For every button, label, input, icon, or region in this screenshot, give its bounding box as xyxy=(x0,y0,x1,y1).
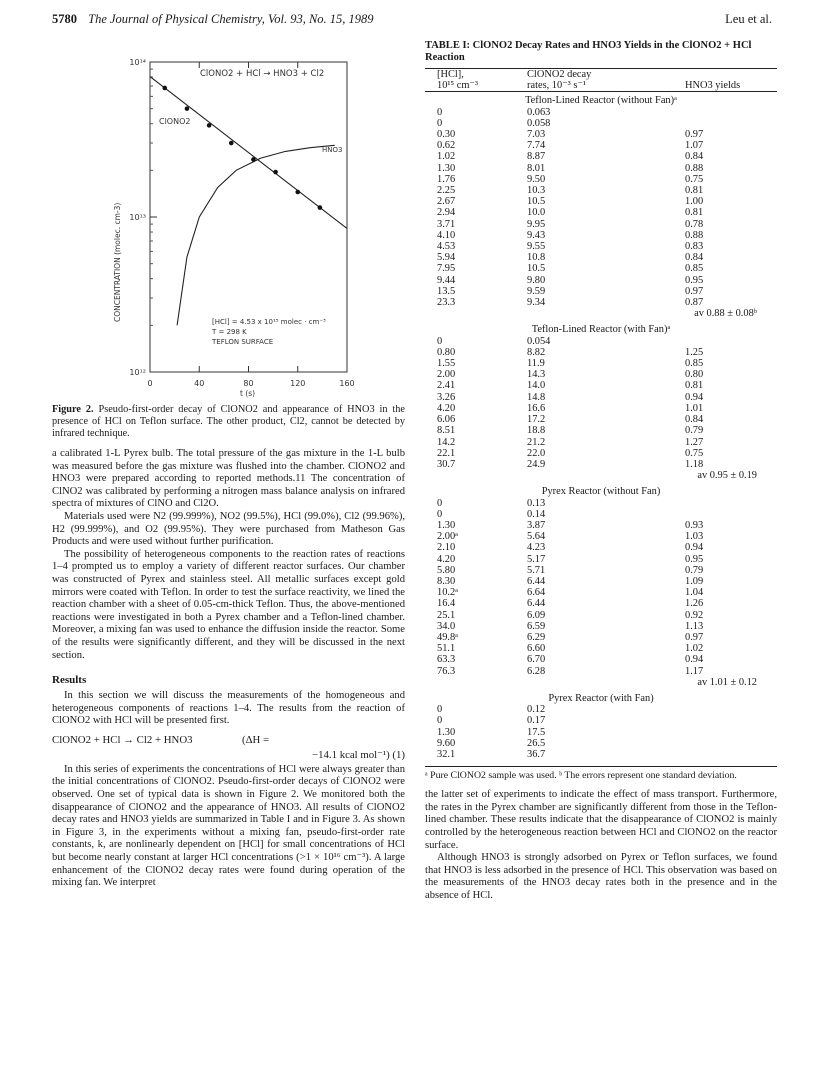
hno3-curve xyxy=(177,145,335,325)
table-cell: 24.9 xyxy=(527,458,546,470)
col-header xyxy=(675,69,777,81)
table-row xyxy=(425,163,777,174)
author-running-head: Leu et al. xyxy=(725,12,772,26)
table-row xyxy=(425,297,777,308)
table-cell: 9.59 xyxy=(527,285,546,297)
table-cell: 0.92 xyxy=(685,609,704,621)
table-cell: 4.23 xyxy=(527,542,546,554)
table-cell: 9.43 xyxy=(527,229,546,241)
figure-2-chart xyxy=(52,40,372,402)
table-row xyxy=(425,666,777,677)
table-cell: 14.8 xyxy=(527,391,546,403)
table-row xyxy=(425,140,777,151)
table-row xyxy=(425,565,777,576)
table-cell: 0.84 xyxy=(685,151,704,163)
col-header: ClONO2 decay xyxy=(507,69,675,81)
equation-dh: (ΔH = xyxy=(242,733,270,746)
table-row xyxy=(425,219,777,230)
table-cell: 0.80 xyxy=(685,369,704,381)
equation-1 xyxy=(52,734,405,762)
equation-lhs: ClONO2 + HCl → Cl2 + HNO3 xyxy=(52,733,193,746)
table-cell: 9.50 xyxy=(527,173,546,185)
table-row xyxy=(425,252,777,263)
table-cell: 5.71 xyxy=(527,564,546,576)
table-cell: 6.64 xyxy=(527,587,546,599)
clono2-data-point xyxy=(207,123,212,128)
table-cell xyxy=(675,509,777,520)
table-row xyxy=(425,263,777,274)
table-cell: 0 xyxy=(437,335,443,347)
table-row xyxy=(425,347,777,358)
table-cell: 8.01 xyxy=(527,162,546,174)
table-cell: 0.85 xyxy=(685,263,704,275)
table-cell: 0 xyxy=(437,715,443,727)
table-cell: 1.30 xyxy=(437,726,456,738)
table-cell: 10.2ᵃ xyxy=(437,587,459,599)
table-row xyxy=(425,542,777,553)
table-cell: 1.09 xyxy=(685,575,704,587)
table-row xyxy=(425,230,777,241)
table-cell: 2.10 xyxy=(437,542,456,554)
table-cell: 0.85 xyxy=(685,358,704,370)
table-cell: 0.95 xyxy=(685,553,704,565)
clono2-data-point xyxy=(185,106,190,111)
table-cell: 0.81 xyxy=(685,185,704,197)
clono2-data-point xyxy=(273,170,278,175)
hno3-label: HNO3 xyxy=(322,146,343,154)
table-cell: 1.30 xyxy=(437,162,456,174)
table-cell: 2.67 xyxy=(437,196,456,208)
table-cell: 1.13 xyxy=(685,620,704,632)
table-cell: 49.8ᵃ xyxy=(437,631,459,643)
table-cell: 1.26 xyxy=(685,598,704,610)
col-header: HNO3 yields xyxy=(675,80,777,92)
table-cell: 10.5 xyxy=(527,263,546,275)
table-cell: 14.0 xyxy=(527,380,546,392)
clono2-data-point xyxy=(251,157,256,162)
table-cell: 0.17 xyxy=(527,715,546,727)
reaction-label: ClONO2 + HCl → HNO3 + Cl2 xyxy=(200,69,325,79)
table-average: av 0.95 ± 0.19 xyxy=(697,470,757,482)
body-paragraph: Although HNO3 is strongly adsorbed on Pyrex or Teflon surfaces, we found that HNO3 is less adsorbed in the presence of HCl. This observation was based on the measurements of the HNO3 decay rates both in the presence and in the absence of HCl. xyxy=(425,852,777,901)
table-row xyxy=(425,643,777,654)
table-cell: 0.80 xyxy=(437,346,456,358)
table-row xyxy=(425,129,777,140)
table-cell: 0.058 xyxy=(527,117,551,129)
table-cell: 4.20 xyxy=(437,402,456,414)
table-cell: 22.0 xyxy=(527,447,546,459)
x-axis-label: t (s) xyxy=(240,389,256,398)
table-section-title: Pyrex Reactor (without Fan) xyxy=(541,486,661,498)
table-cell: 0.62 xyxy=(437,140,456,152)
table-cell: 10.3 xyxy=(527,185,546,197)
table-section-title: Teflon-Lined Reactor (without Fan)ᵃ xyxy=(525,95,677,107)
table-cell: 0.79 xyxy=(685,425,704,437)
table-cell: 0 xyxy=(437,704,443,716)
table-cell xyxy=(675,107,777,118)
table-cell: 0.84 xyxy=(685,252,704,264)
table-cell: 1.17 xyxy=(685,665,704,677)
clono2-data-point xyxy=(318,205,323,210)
table-cell: 0.93 xyxy=(685,519,704,531)
table-cell: 14.2 xyxy=(437,436,456,448)
table-cell: 26.5 xyxy=(527,737,546,749)
table-cell: 3.26 xyxy=(437,391,456,403)
col-header: 10¹⁵ cm⁻³ xyxy=(425,80,507,92)
page-number: 5780 xyxy=(52,12,77,26)
body-paragraph: Materials used were N2 (99.999%), NO2 (99.5%), HCl (99.0%), Cl2 (99.96%), H2 (99.999%), and O2 (99.95%). They were purchased from Matheson Gas Products and were used without further purification. xyxy=(52,510,405,548)
table-cell: 0.75 xyxy=(685,447,704,459)
table-cell: 6.44 xyxy=(527,575,546,587)
x-tick-label: 40 xyxy=(194,379,205,388)
table-cell: 0.94 xyxy=(685,542,704,554)
table-row xyxy=(425,531,777,542)
table-row xyxy=(425,715,777,726)
table-row xyxy=(425,107,777,118)
table-cell xyxy=(675,738,777,749)
table-row xyxy=(425,509,777,520)
table-cell: 0.14 xyxy=(527,508,546,520)
table-cell: 6.06 xyxy=(437,414,456,426)
table-row xyxy=(425,336,777,347)
table-row xyxy=(425,118,777,129)
table-cell: 13.5 xyxy=(437,285,456,297)
results-heading: Results xyxy=(52,674,87,687)
table-row xyxy=(425,654,777,665)
table-cell: 0.94 xyxy=(685,391,704,403)
col-header: rates, 10⁻³ s⁻¹ xyxy=(507,80,675,92)
clono2-data-point xyxy=(162,86,167,91)
table-cell: 0.30 xyxy=(437,129,456,141)
table-cell: 7.74 xyxy=(527,140,546,152)
table-average: av 1.01 ± 0.12 xyxy=(697,676,757,688)
table-cell: 0 xyxy=(437,508,443,520)
table-row xyxy=(425,704,777,715)
figure-caption-label: Figure 2. xyxy=(52,404,94,415)
table-cell: 25.1 xyxy=(437,609,456,621)
table-cell: 5.94 xyxy=(437,252,456,264)
table-cell: 9.95 xyxy=(527,218,546,230)
table-cell: 2.41 xyxy=(437,380,456,392)
table-cell: 6.29 xyxy=(527,631,546,643)
table-row xyxy=(425,576,777,587)
table-cell: 0 xyxy=(437,497,443,509)
table-average: av 0.88 ± 0.08ᵇ xyxy=(694,308,757,320)
table-cell: 6.09 xyxy=(527,609,546,621)
condition-line-3: TEFLON SURFACE xyxy=(212,338,274,346)
table-cell: 10.5 xyxy=(527,196,546,208)
table-cell: 17.2 xyxy=(527,414,546,426)
table-cell: 0.81 xyxy=(685,380,704,392)
table-cell: 1.07 xyxy=(685,140,704,152)
table-cell: 9.55 xyxy=(527,241,546,253)
table-footnote: ᵃ Pure ClONO2 sample was used. ᵇ The errors represent one standard deviation. xyxy=(425,766,777,781)
table-cell xyxy=(675,336,777,347)
table-cell: 8.82 xyxy=(527,346,546,358)
table-cell: 10.8 xyxy=(527,252,546,264)
table-cell: 9.44 xyxy=(437,274,456,286)
table-cell: 6.70 xyxy=(527,654,546,666)
table-cell: 1.55 xyxy=(437,358,456,370)
table-cell: 0.84 xyxy=(685,414,704,426)
figure-caption xyxy=(52,404,405,440)
table-cell: 21.2 xyxy=(527,436,546,448)
table-cell: 14.3 xyxy=(527,369,546,381)
table-row xyxy=(425,369,777,380)
table-cell: 0.97 xyxy=(685,129,704,141)
table-row xyxy=(425,621,777,632)
table-row xyxy=(425,414,777,425)
table-cell: 34.0 xyxy=(437,620,456,632)
table-cell: 0.78 xyxy=(685,218,704,230)
table-cell: 18.8 xyxy=(527,425,546,437)
body-paragraph: the latter set of experiments to indicate the effect of mass transport. Furthermore, the rates in the Pyrex chamber are significantly different from those in the Teflon-lined chamber. These results indicate that the disappearance of ClONO2 is mainly controlled by the heterogeneous reaction between HCl and ClONO2 on the reactor surface. xyxy=(425,789,777,851)
table-cell: 3.71 xyxy=(437,218,456,230)
y-tick-label: 10¹³ xyxy=(129,213,146,222)
table-cell: 1.25 xyxy=(685,346,704,358)
left-column xyxy=(52,40,405,890)
table-cell: 2.25 xyxy=(437,185,456,197)
table-row xyxy=(425,185,777,196)
col-header: [HCl], xyxy=(425,69,507,81)
table-cell: 0.97 xyxy=(685,285,704,297)
table-cell: 6.59 xyxy=(527,620,546,632)
table-row xyxy=(425,437,777,448)
x-tick-label: 160 xyxy=(339,379,355,388)
right-column xyxy=(425,40,777,903)
table-cell: 9.60 xyxy=(437,737,456,749)
table-cell: 76.3 xyxy=(437,665,456,677)
table-cell: 16.4 xyxy=(437,598,456,610)
page-header xyxy=(52,12,772,30)
table-cell: 0.95 xyxy=(685,274,704,286)
table-cell: 0.88 xyxy=(685,162,704,174)
table-cell: 4.10 xyxy=(437,229,456,241)
table-cell: 30.7 xyxy=(437,458,456,470)
table-cell: 0.94 xyxy=(685,654,704,666)
table-row xyxy=(425,196,777,207)
table-1 xyxy=(425,68,777,760)
clono2-label: ClONO2 xyxy=(159,117,191,126)
table-cell: 7.03 xyxy=(527,129,546,141)
table-caption: TABLE I: ClONO2 Decay Rates and HNO3 Yields in the ClONO2 + HCl Reaction xyxy=(425,40,752,63)
table-cell: 0.87 xyxy=(685,297,704,309)
x-tick-label: 120 xyxy=(290,379,306,388)
table-cell: 2.00ᵃ xyxy=(437,531,459,543)
table-row xyxy=(425,241,777,252)
table-row xyxy=(425,425,777,436)
table-cell: 11.9 xyxy=(527,358,545,370)
table-row xyxy=(425,498,777,509)
table-cell: 2.00 xyxy=(437,369,456,381)
results-paragraph: In this section we will discuss the measurements of the homogeneous and heterogeneous components of reactions 1–4. The results from the reaction of ClONO2 with HCl will be presented first. xyxy=(52,690,405,727)
table-cell xyxy=(675,749,777,760)
table-cell: 0.83 xyxy=(685,241,704,253)
table-row xyxy=(425,358,777,369)
table-row xyxy=(425,727,777,738)
table-cell: 10.0 xyxy=(527,207,546,219)
y-tick-label: 10¹⁴ xyxy=(129,58,146,67)
table-row xyxy=(425,207,777,218)
table-cell: 0 xyxy=(437,106,443,118)
table-cell: 6.28 xyxy=(527,665,546,677)
body-paragraph: a calibrated 1-L Pyrex bulb. The total pressure of the gas mixture in the 1-L bulb was measured before the gas mixture was flushed into the chamber. ClONO2 and HNO3 were prepared according to reported methods.11 The concentration of ClNO2 was calibrated by performing a nitrogen mass balance analysis on infrared spectra of mixtures of ClNO and Cl2O. xyxy=(52,448,405,510)
table-cell: 8.87 xyxy=(527,151,546,163)
table-cell: 17.5 xyxy=(527,726,546,738)
table-row xyxy=(425,380,777,391)
table-cell: 1.01 xyxy=(685,402,704,414)
table-cell: 0.13 xyxy=(527,497,546,509)
table-cell: 0.81 xyxy=(685,207,704,219)
table-cell: 0.88 xyxy=(685,229,704,241)
table-cell xyxy=(675,118,777,129)
condition-line-2: T = 298 K xyxy=(212,328,247,336)
table-cell: 8.51 xyxy=(437,425,456,437)
table-cell: 1.30 xyxy=(437,519,456,531)
table-row xyxy=(425,554,777,565)
table-cell: 16.6 xyxy=(527,402,546,414)
table-cell: 7.95 xyxy=(437,263,456,275)
table-row xyxy=(425,749,777,760)
clono2-data-point xyxy=(229,141,234,146)
table-cell: 1.76 xyxy=(437,173,456,185)
table-row xyxy=(425,738,777,749)
table-cell: 2.94 xyxy=(437,207,456,219)
table-row xyxy=(425,520,777,531)
table-row xyxy=(425,459,777,470)
x-tick-label: 80 xyxy=(243,379,254,388)
table-cell xyxy=(675,727,777,738)
table-row xyxy=(425,286,777,297)
table-cell: 5.80 xyxy=(437,564,456,576)
clono2-data-point xyxy=(295,190,300,195)
table-cell: 0.12 xyxy=(527,704,546,716)
table-cell: 63.3 xyxy=(437,654,456,666)
condition-line-1: [HCl] = 4.53 x 10¹⁵ molec · cm⁻³ xyxy=(212,318,326,326)
table-cell: 1.27 xyxy=(685,436,704,448)
table-cell: 32.1 xyxy=(437,748,456,760)
table-row xyxy=(425,610,777,621)
results-paragraph-2: In this series of experiments the concentrations of HCl were always greater than the initial concentrations of ClONO2. Pseudo-first-order decays of ClONO2 were observed. One set of typical data is shown in Figure 2. We monitored both the disappearance of ClONO2 and the appearance of HNO3. All results of ClONO2 decay rates and HNO3 yields are summarized in Table I and in Figure 3. As shown in Figure 3, in the experiments without a mixing fan, pseudo-first-order rate constants, k, are nonlinearly dependent on [HCl] for small concentrations of HCl but become nearly constant at larger HCl concentrations (>1 × 10¹⁶ cm⁻³). A large enhancement of the ClONO2 decay rates were found during operation of the mixing fan. We interpret xyxy=(52,763,405,889)
table-cell: 1.18 xyxy=(685,458,704,470)
table-cell xyxy=(675,715,777,726)
table-row xyxy=(425,151,777,162)
table-cell: 0.063 xyxy=(527,106,551,118)
table-cell: 0.75 xyxy=(685,173,704,185)
table-cell: 22.1 xyxy=(437,447,456,459)
equation-rhs: −14.1 kcal mol⁻¹) (1) xyxy=(312,748,405,761)
table-cell: 3.87 xyxy=(527,519,546,531)
table-cell: 8.30 xyxy=(437,575,456,587)
table-row xyxy=(425,598,777,609)
table-row xyxy=(425,174,777,185)
table-cell: 0.054 xyxy=(527,335,551,347)
table-row xyxy=(425,392,777,403)
y-axis-label: CONCENTRATION (molec. cm-3) xyxy=(113,202,122,322)
body-paragraph: The possibility of heterogeneous components to the reaction rates of reactions 1–4 prompted us to employ a variety of different reactor surfaces. Our chamber was constructed of Pyrex and stainless steel. All metallic surfaces except gold mirrors were coated with Teflon. In order to test the surface reactivity, we lined the reaction chamber with a sheet of 0.05-cm-thick Teflon. Thus, the above-mentioned reactions were investigated in both a Pyrex chamber and a Teflon-lined chamber. Moreover, a mixing fan was used to enhance the diffusion inside the reactor. Some of the results were significantly different, and they will be discussed in the next section. xyxy=(52,548,405,661)
table-cell: 6.60 xyxy=(527,643,546,655)
table-row xyxy=(425,448,777,459)
table-section-title: Pyrex Reactor (with Fan) xyxy=(548,692,654,704)
table-cell: 0.79 xyxy=(685,564,704,576)
table-cell: 5.64 xyxy=(527,531,546,543)
table-cell: 1.00 xyxy=(685,196,704,208)
table-section-title: Teflon-Lined Reactor (with Fan)ᵃ xyxy=(531,324,671,336)
table-cell: 4.20 xyxy=(437,553,456,565)
table-row xyxy=(425,275,777,286)
table-row xyxy=(425,403,777,414)
table-cell xyxy=(675,498,777,509)
table-cell: 5.17 xyxy=(527,553,546,565)
table-cell xyxy=(675,704,777,715)
y-tick-label: 10¹² xyxy=(129,368,146,377)
table-cell: 0.97 xyxy=(685,631,704,643)
table-row xyxy=(425,632,777,643)
table-cell: 9.80 xyxy=(527,274,546,286)
x-tick-label: 0 xyxy=(147,379,153,388)
table-cell: 36.7 xyxy=(527,748,546,760)
table-cell: 23.3 xyxy=(437,297,456,309)
table-cell: 4.53 xyxy=(437,241,456,253)
table-cell: 9.34 xyxy=(527,297,546,309)
table-cell: 1.04 xyxy=(685,587,704,599)
table-cell: 1.02 xyxy=(437,151,456,163)
table-cell: 51.1 xyxy=(437,643,456,655)
clono2-fit-line xyxy=(150,77,347,229)
table-cell: 0 xyxy=(437,117,443,129)
table-row xyxy=(425,587,777,598)
table-cell: 1.02 xyxy=(685,643,704,655)
table-cell: 6.44 xyxy=(527,598,546,610)
figure-caption-text: Pseudo-first-order decay of ClONO2 and appearance of HNO3 in the presence of HCl on Teflon surface. The other product, Cl2, cannot be detected by infrared technique. xyxy=(52,404,405,439)
table-cell: 1.03 xyxy=(685,531,704,543)
journal-title: The Journal of Physical Chemistry, Vol. 93, No. 15, 1989 xyxy=(88,12,374,26)
